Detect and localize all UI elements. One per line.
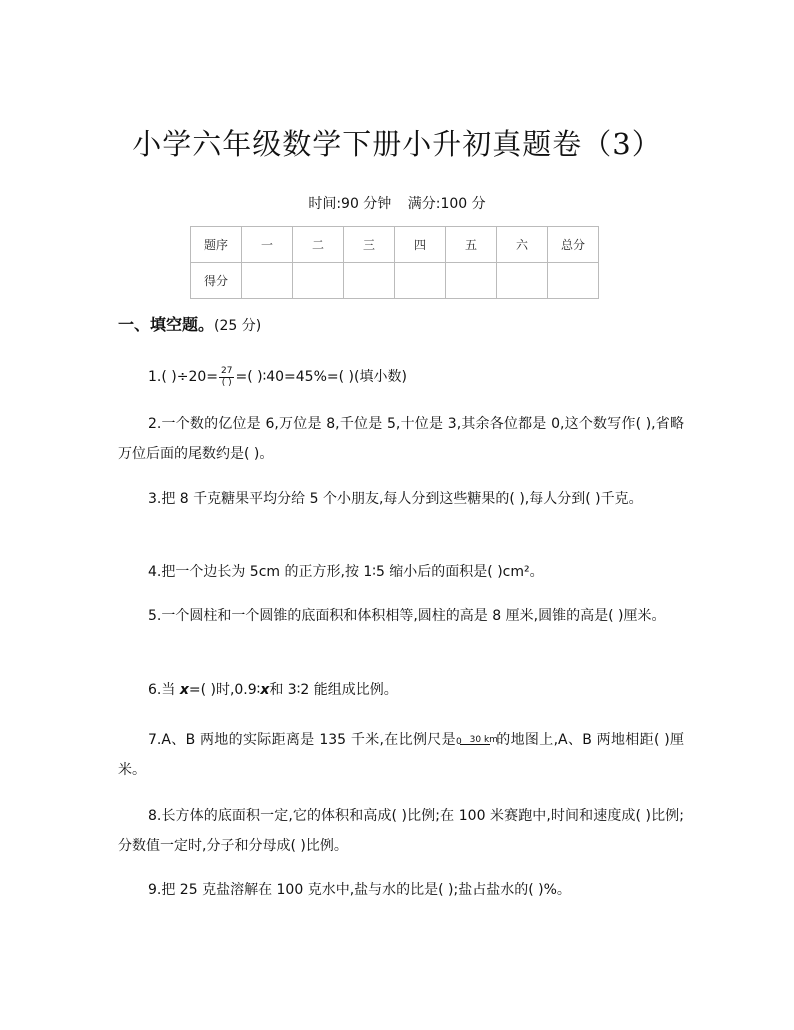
score-header-cell: 四 — [395, 227, 446, 263]
question-6 — [118, 675, 684, 705]
question-8: 8.长方体的底面积一定,它的体积和高成( )比例;在 100 米赛跑中,时间和速度成( )比例;分数值一定时,分子和分母成( )比例。 — [118, 808, 684, 854]
question-7 — [118, 725, 684, 785]
score-header-cell: 二 — [293, 227, 344, 263]
exam-meta — [0, 193, 794, 213]
scale-left-label: 0 — [455, 737, 462, 747]
score-header-cell: 五 — [446, 227, 497, 263]
score-table-header-row — [191, 227, 599, 263]
score-header-cell: 一 — [242, 227, 293, 263]
question-1 — [118, 362, 684, 392]
q6-part-a: 6.当 — [148, 682, 180, 698]
map-scale-bar — [456, 733, 496, 747]
fraction — [219, 366, 234, 389]
fraction-numerator: 27 — [221, 365, 233, 376]
score-cell[interactable] — [395, 263, 446, 299]
section-heading — [118, 312, 261, 335]
fraction-denominator: ( ) — [221, 377, 232, 388]
full-score: 满分:100 分 — [407, 196, 486, 212]
section-title: 一、填空题。 — [118, 315, 215, 334]
q6-part-b: =( )时,0.9∶ — [188, 682, 261, 698]
time-limit: 时间:90 分钟 — [308, 196, 392, 212]
question-5: 5.一个圆柱和一个圆锥的底面积和体积相等,圆柱的高是 8 厘米,圆锥的高是( )厘米。 — [148, 608, 666, 624]
variable-x: x — [179, 682, 189, 698]
q1-part-b: =( )∶40=45%=( )(填小数) — [235, 369, 407, 385]
score-table — [190, 226, 599, 299]
variable-x: x — [260, 682, 270, 698]
score-header-cell: 题序 — [191, 227, 242, 263]
section-points: (25 分) — [214, 318, 262, 334]
q7-part-a: 7.A、B 两地的实际距离是 135 千米,在比例尺是 — [148, 732, 456, 748]
q7-part-b: 的地图上,A、B 两地相距( )厘米。 — [118, 732, 684, 778]
score-header-cell: 三 — [344, 227, 395, 263]
score-cell[interactable] — [446, 263, 497, 299]
score-cell[interactable] — [293, 263, 344, 299]
scale-right-label: 30 km — [469, 735, 498, 745]
q6-part-c: 和 3∶2 能组成比例。 — [269, 682, 398, 698]
question-4: 4.把一个边长为 5cm 的正方形,按 1∶5 缩小后的面积是( )cm²。 — [148, 564, 544, 580]
score-cell[interactable] — [548, 263, 599, 299]
score-row-label: 得分 — [191, 263, 242, 299]
q1-part-a: 1.( )÷20= — [148, 369, 219, 385]
page-title: 小学六年级数学下册小升初真题卷（3） — [132, 127, 662, 161]
score-header-cell: 六 — [497, 227, 548, 263]
score-table-score-row — [191, 263, 599, 299]
question-9: 9.把 25 克盐溶解在 100 克水中,盐与水的比是( );盐占盐水的( )%。 — [148, 882, 571, 898]
question-3: 3.把 8 千克糖果平均分给 5 个小朋友,每人分到这些糖果的( ),每人分到( )千克。 — [148, 491, 643, 507]
score-cell[interactable] — [344, 263, 395, 299]
score-header-cell: 总分 — [548, 227, 599, 263]
question-2: 2.一个数的亿位是 6,万位是 8,千位是 5,十位是 3,其余各位都是 0,这个数写作( ),省略万位后面的尾数约是( )。 — [118, 416, 684, 462]
score-cell[interactable] — [497, 263, 548, 299]
score-cell[interactable] — [242, 263, 293, 299]
